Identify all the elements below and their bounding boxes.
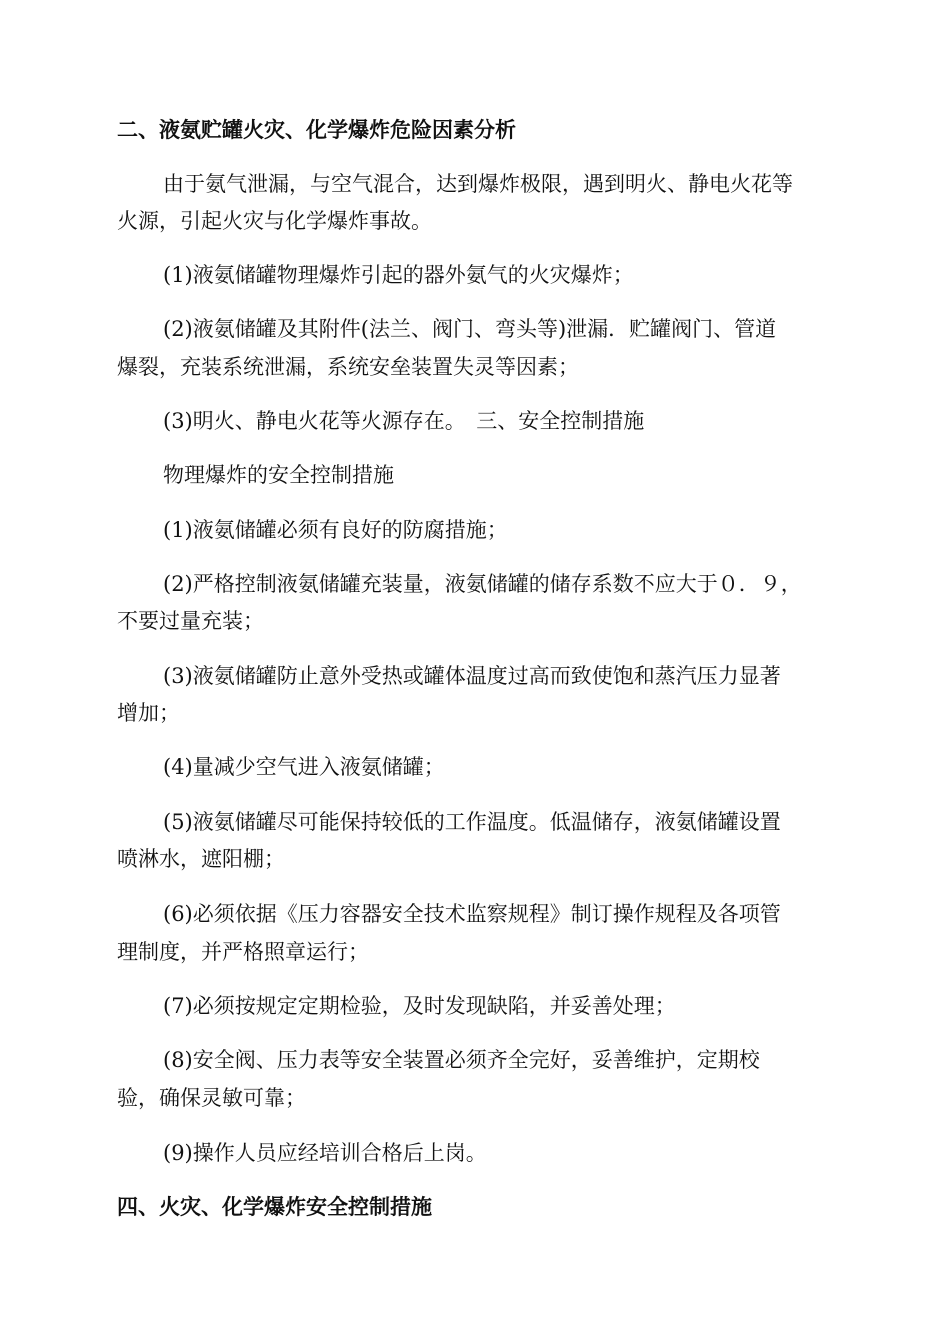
measure-item-5-line-2: 喷淋水，遮阳棚；: [117, 847, 285, 871]
measure-item-6-line-2: 理制度，并严格照章运行；: [117, 940, 369, 964]
hazard-item-1: (1)液氨储罐物理爆炸引起的器外氨气的火灾爆炸；: [163, 263, 634, 287]
measure-item-9: (9)操作人员应经培训合格后上岗。: [163, 1141, 487, 1165]
hazard-item-2-line-2: 爆裂，充装系统泄漏，系统安垒装置失灵等因素；: [117, 355, 579, 379]
section-heading-4: 四、火灾、化学爆炸安全控制措施: [117, 1194, 432, 1219]
intro-paragraph-line-2: 火源，引起火灾与化学爆炸事故。: [117, 209, 432, 233]
measure-item-6-line-1: (6)必须依据《压力容器安全技术监察规程》制订操作规程及各项管: [163, 902, 781, 926]
sub-heading-physical-explosion: 物理爆炸的安全控制措施: [163, 463, 394, 487]
measure-item-8-line-2: 验，确保灵敏可靠；: [117, 1086, 306, 1110]
measure-item-8-line-1: (8)安全阀、压力表等安全装置必须齐全完好，妥善维护，定期校: [163, 1048, 760, 1072]
hazard-item-3: (3)明火、静电火花等火源存在。 三、安全控制措施: [163, 409, 645, 433]
measure-item-4: (4)量减少空气进入液氨储罐；: [163, 755, 445, 779]
measure-item-5-line-1: (5)液氨储罐尽可能保持较低的工作温度。低温储存，液氨储罐设置: [163, 810, 781, 834]
measure-item-2-line-1: (2)严格控制液氨储罐充装量，液氨储罐的储存系数不应大于０．９，: [163, 572, 802, 596]
measure-item-7: (7)必须按规定定期检验，及时发现缺陷，并妥善处理；: [163, 994, 676, 1018]
measure-item-3-line-2: 增加；: [117, 701, 180, 725]
intro-paragraph-line-1: 由于氨气泄漏，与空气混合，达到爆炸极限，遇到明火、静电火花等: [163, 172, 793, 196]
measure-item-3-line-1: (3)液氨储罐防止意外受热或罐体温度过高而致使饱和蒸汽压力显著: [163, 664, 781, 688]
measure-item-1: (1)液氨储罐必须有良好的防腐措施；: [163, 518, 508, 542]
section-heading-2: 二、液氨贮罐火灾、化学爆炸危险因素分析: [117, 117, 516, 142]
hazard-item-2-line-1: (2)液氨储罐及其附件(法兰、阀门、弯头等)泄漏．贮罐阀门、管道: [163, 317, 777, 341]
measure-item-2-line-2: 不要过量充装；: [117, 609, 264, 633]
